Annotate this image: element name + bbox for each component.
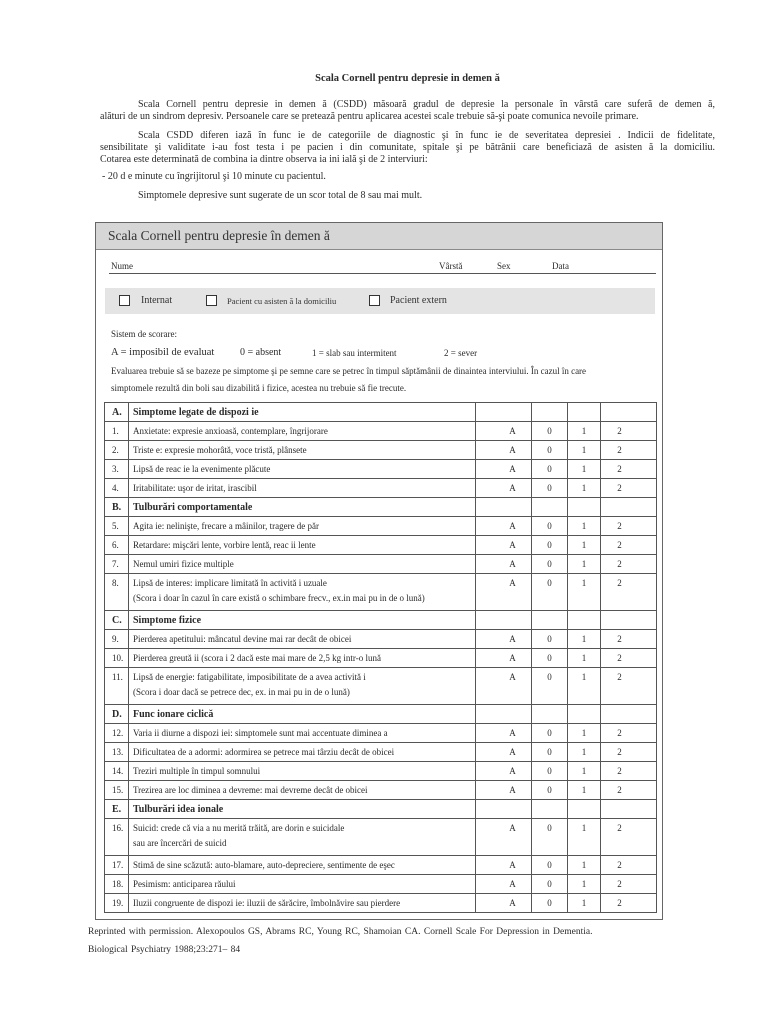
score-2: 2	[601, 517, 657, 536]
item-row	[105, 875, 657, 894]
item-cell	[129, 724, 476, 743]
item-cell	[129, 762, 476, 781]
item-number: 9.	[105, 630, 129, 649]
score-0: 0	[532, 422, 568, 441]
section-letter: A.	[105, 403, 129, 422]
score-1: 1	[568, 819, 601, 856]
score-1: 1	[568, 422, 601, 441]
rating-form	[95, 222, 663, 920]
empty-score-cell	[476, 498, 532, 517]
item-row	[105, 517, 657, 536]
item-text: Anxietate: expresie anxioasă, contemplare, îngrijorare	[133, 426, 328, 436]
item-number: 7.	[105, 555, 129, 574]
score-2: 2	[601, 574, 657, 611]
item-row	[105, 555, 657, 574]
checkbox-home-care[interactable]	[206, 295, 217, 306]
score-2: 2	[601, 460, 657, 479]
empty-score-cell	[476, 705, 532, 724]
item-text: Retardare: mişcări lente, vorbire lentă, reac ii lente	[133, 540, 316, 550]
score-1: 1	[568, 574, 601, 611]
section-letter: B.	[105, 498, 129, 517]
item-note: (Scora i doar dacă se petrece dec, ex. in mai pu in de o lună)	[133, 687, 350, 697]
item-number: 16.	[105, 819, 129, 856]
item-cell	[129, 574, 476, 611]
item-cell	[129, 781, 476, 800]
score-1: 1	[568, 894, 601, 913]
sex-label: Sex	[497, 261, 511, 271]
empty-score-cell	[568, 498, 601, 517]
item-cell	[129, 517, 476, 536]
item-cell	[129, 649, 476, 668]
name-label: Nume	[111, 261, 133, 271]
score-0: 0	[532, 479, 568, 498]
item-number: 14.	[105, 762, 129, 781]
section-header-row	[105, 611, 657, 630]
checkbox-outpatient-label: Pacient extern	[390, 295, 447, 306]
score-2: 2	[601, 894, 657, 913]
item-row	[105, 460, 657, 479]
score-legend-0: 0 = absent	[240, 347, 282, 358]
item-text: Pierderea greută ii (scora i 2 dacă este mai mare de 2,5 kg intr-o lună	[133, 653, 381, 663]
empty-score-cell	[476, 800, 532, 819]
age-label: Vârstă	[439, 261, 463, 271]
score-1: 1	[568, 441, 601, 460]
score-1: 1	[568, 517, 601, 536]
patient-info-line	[109, 273, 656, 274]
item-cell	[129, 460, 476, 479]
score-a: A	[476, 574, 532, 611]
item-cell	[129, 479, 476, 498]
empty-score-cell	[601, 705, 657, 724]
score-2: 2	[601, 819, 657, 856]
item-number: 18.	[105, 875, 129, 894]
empty-score-cell	[601, 800, 657, 819]
intro-paragraph-1-line-2: alături de un sindrom depresiv. Persoanele care se pretează pentru aplicarea acestei scale trebuie să-şi poate comunica nevoile primare.	[100, 111, 639, 122]
item-row	[105, 630, 657, 649]
item-cell	[129, 555, 476, 574]
checkbox-internat-label: Internat	[141, 295, 173, 306]
item-number: 2.	[105, 441, 129, 460]
section-title: Simptome fizice	[129, 611, 476, 630]
item-row	[105, 422, 657, 441]
item-number: 1.	[105, 422, 129, 441]
score-threshold-line: Simptomele depresive sunt sugerate de un scor total de 8 sau mai mult.	[138, 190, 423, 201]
section-header-row	[105, 800, 657, 819]
score-0: 0	[532, 894, 568, 913]
item-text: Iritabilitate: uşor de iritat, irascibil	[133, 483, 257, 493]
empty-score-cell	[568, 800, 601, 819]
score-a: A	[476, 630, 532, 649]
empty-score-cell	[532, 800, 568, 819]
score-0: 0	[532, 574, 568, 611]
section-letter: C.	[105, 611, 129, 630]
document-title: Scala Cornell pentru depresie in demen ă	[315, 73, 500, 84]
item-text: Dificultatea de a adormi: adormirea se petrece mai târziu decât de obicei	[133, 747, 395, 757]
score-a: A	[476, 460, 532, 479]
empty-score-cell	[476, 611, 532, 630]
score-a: A	[476, 856, 532, 875]
intro-paragraph-2-line-2: sensibilitate şi validitate i-au fost testa i pe pacien i din comunitate, spitale şi pe bătrânii care beneficiază de asisten ă la domiciliu.	[100, 142, 715, 153]
item-number: 3.	[105, 460, 129, 479]
score-a: A	[476, 819, 532, 856]
empty-score-cell	[601, 498, 657, 517]
item-text: Agita ie: nelinişte, frecare a mâinilor, tragere de păr	[133, 521, 320, 531]
score-0: 0	[532, 781, 568, 800]
item-row	[105, 743, 657, 762]
item-text: Nemul umiri fizice multiple	[133, 559, 234, 569]
checkbox-internat[interactable]	[119, 295, 130, 306]
item-text: Lipsă de energie: fatigabilitate, imposibilitate de a avea activită i	[133, 672, 366, 682]
score-1: 1	[568, 875, 601, 894]
interview-duration-line: - 20 d e minute cu îngrijitorul şi 10 minute cu pacientul.	[102, 171, 326, 182]
section-title: Tulburări comportamentale	[129, 498, 476, 517]
score-1: 1	[568, 762, 601, 781]
date-label: Data	[552, 261, 569, 271]
score-1: 1	[568, 460, 601, 479]
score-2: 2	[601, 441, 657, 460]
instructions-line-2: simptomele rezultă din boli sau dizabilită i fizice, acestea nu trebuie să fie trecute.	[111, 383, 407, 393]
intro-paragraph-1-line-1: Scala Cornell pentru depresie in demen ă (CSDD) măsoară gradul de depresie la personale în vârstă care suferă de demen ă,	[138, 99, 715, 110]
score-a: A	[476, 536, 532, 555]
score-2: 2	[601, 762, 657, 781]
item-cell	[129, 894, 476, 913]
score-0: 0	[532, 536, 568, 555]
item-row	[105, 724, 657, 743]
item-text: Iluzii congruente de dispozi ie: iluzii de sărăcire, îmbolnăvire sau pierdere	[133, 898, 401, 908]
score-2: 2	[601, 555, 657, 574]
item-cell	[129, 743, 476, 762]
item-number: 13.	[105, 743, 129, 762]
score-0: 0	[532, 441, 568, 460]
section-letter: E.	[105, 800, 129, 819]
score-1: 1	[568, 555, 601, 574]
item-note: sau are încercări de suicid	[133, 838, 227, 848]
item-cell	[129, 819, 476, 856]
score-2: 2	[601, 536, 657, 555]
score-2: 2	[601, 668, 657, 705]
empty-score-cell	[568, 403, 601, 422]
item-text: Suicid: crede că via a nu merită trăită, are dorin e suicidale	[133, 823, 345, 833]
score-1: 1	[568, 781, 601, 800]
score-0: 0	[532, 630, 568, 649]
item-text: Stimă de sine scăzută: auto-blamare, auto-depreciere, sentimente de eşec	[133, 860, 395, 870]
score-1: 1	[568, 856, 601, 875]
item-number: 10.	[105, 649, 129, 668]
score-2: 2	[601, 856, 657, 875]
score-0: 0	[532, 555, 568, 574]
item-cell	[129, 875, 476, 894]
item-row	[105, 536, 657, 555]
item-cell	[129, 536, 476, 555]
item-text: Lipsă de reac ie la evenimente plăcute	[133, 464, 271, 474]
item-number: 6.	[105, 536, 129, 555]
item-number: 17.	[105, 856, 129, 875]
score-0: 0	[532, 819, 568, 856]
item-row	[105, 819, 657, 856]
score-0: 0	[532, 668, 568, 705]
item-row	[105, 574, 657, 611]
score-a: A	[476, 649, 532, 668]
score-0: 0	[532, 724, 568, 743]
empty-score-cell	[568, 611, 601, 630]
item-note: (Scora i doar în cazul în care există o schimbare frecv., ex.in mai pu in de o lună)	[133, 593, 425, 603]
citation-line-2: Biological Psychiatry 1988;23:271– 84	[88, 945, 241, 955]
score-a: A	[476, 441, 532, 460]
item-text: Triste e: expresie mohorâtă, voce tristă, plânsete	[133, 445, 307, 455]
checkbox-home-care-label: Pacient cu asisten ă la domiciliu	[227, 296, 337, 306]
score-a: A	[476, 517, 532, 536]
intro-paragraph-2-line-3: Cotarea este determinată de combina ia dintre observa ia ini ială şi de 2 interviuri:	[100, 154, 428, 165]
empty-score-cell	[601, 611, 657, 630]
section-letter: D.	[105, 705, 129, 724]
item-row	[105, 441, 657, 460]
item-row	[105, 781, 657, 800]
item-row	[105, 668, 657, 705]
item-number: 12.	[105, 724, 129, 743]
score-a: A	[476, 422, 532, 441]
section-header-row	[105, 498, 657, 517]
score-0: 0	[532, 875, 568, 894]
score-a: A	[476, 875, 532, 894]
patient-type-options	[105, 288, 655, 314]
item-cell	[129, 668, 476, 705]
item-number: 19.	[105, 894, 129, 913]
item-row	[105, 479, 657, 498]
rating-table	[104, 402, 657, 913]
score-1: 1	[568, 668, 601, 705]
score-1: 1	[568, 479, 601, 498]
score-a: A	[476, 781, 532, 800]
score-0: 0	[532, 649, 568, 668]
item-number: 8.	[105, 574, 129, 611]
section-title: Tulburări idea ionale	[129, 800, 476, 819]
item-number: 4.	[105, 479, 129, 498]
item-cell	[129, 441, 476, 460]
item-row	[105, 894, 657, 913]
instructions-line-1: Evaluarea trebuie să se bazeze pe simptome şi pe semne care se petrec în timpul săptămânii de dinaintea interviului. În cazul în care	[111, 366, 587, 376]
empty-score-cell	[601, 403, 657, 422]
score-1: 1	[568, 649, 601, 668]
item-text: Lipsă de interes: implicare limitată în activită i uzuale	[133, 578, 327, 588]
item-text: Treziri multiple în timpul somnului	[133, 766, 261, 776]
score-a: A	[476, 762, 532, 781]
score-0: 0	[532, 517, 568, 536]
empty-score-cell	[532, 403, 568, 422]
empty-score-cell	[532, 498, 568, 517]
item-number: 5.	[105, 517, 129, 536]
section-title: Simptome legate de dispozi ie	[129, 403, 476, 422]
citation-line-1: Reprinted with permission. Alexopoulos GS, Abrams RC, Young RC, Shamoian CA. Cornell Scale For Depression in Dementia.	[88, 927, 593, 937]
score-2: 2	[601, 630, 657, 649]
score-legend-2: 2 = sever	[444, 348, 478, 358]
item-row	[105, 856, 657, 875]
score-a: A	[476, 724, 532, 743]
rating-table-body	[105, 403, 657, 913]
item-number: 11.	[105, 668, 129, 705]
scoring-title: Sistem de scorare:	[111, 329, 177, 339]
checkbox-outpatient[interactable]	[369, 295, 380, 306]
score-a: A	[476, 894, 532, 913]
empty-score-cell	[532, 705, 568, 724]
score-2: 2	[601, 743, 657, 762]
item-cell	[129, 422, 476, 441]
score-0: 0	[532, 856, 568, 875]
empty-score-cell	[476, 403, 532, 422]
score-2: 2	[601, 649, 657, 668]
score-a: A	[476, 479, 532, 498]
score-legend-1: 1 = slab sau intermitent	[312, 348, 397, 358]
section-header-row	[105, 403, 657, 422]
score-a: A	[476, 668, 532, 705]
section-header-row	[105, 705, 657, 724]
score-2: 2	[601, 875, 657, 894]
intro-paragraph-2-line-1: Scala CSDD diferen iază în func ie de categoriile de diagnostic şi în func ie de severitatea depresiei . Indicii de fidelitate,	[138, 130, 715, 141]
item-row	[105, 762, 657, 781]
item-text: Pierderea apetitului: mâncatul devine mai rar decât de obicei	[133, 634, 352, 644]
score-a: A	[476, 743, 532, 762]
item-text: Varia ii diurne a dispozi iei: simptomele sunt mai accentuate diminea a	[133, 728, 388, 738]
form-header: Scala Cornell pentru depresie în demen ă	[96, 223, 662, 250]
score-legend-a: A = imposibil de evaluat	[111, 347, 215, 358]
item-cell	[129, 856, 476, 875]
item-text: Trezirea are loc diminea a devreme: mai devreme decât de obicei	[133, 785, 368, 795]
score-0: 0	[532, 743, 568, 762]
score-2: 2	[601, 479, 657, 498]
score-1: 1	[568, 630, 601, 649]
score-2: 2	[601, 422, 657, 441]
item-row	[105, 649, 657, 668]
score-1: 1	[568, 724, 601, 743]
score-2: 2	[601, 724, 657, 743]
score-0: 0	[532, 762, 568, 781]
score-1: 1	[568, 536, 601, 555]
section-title: Func ionare ciclică	[129, 705, 476, 724]
score-0: 0	[532, 460, 568, 479]
score-2: 2	[601, 781, 657, 800]
item-number: 15.	[105, 781, 129, 800]
item-text: Pesimism: anticiparea răului	[133, 879, 236, 889]
item-cell	[129, 630, 476, 649]
empty-score-cell	[532, 611, 568, 630]
score-1: 1	[568, 743, 601, 762]
empty-score-cell	[568, 705, 601, 724]
score-a: A	[476, 555, 532, 574]
